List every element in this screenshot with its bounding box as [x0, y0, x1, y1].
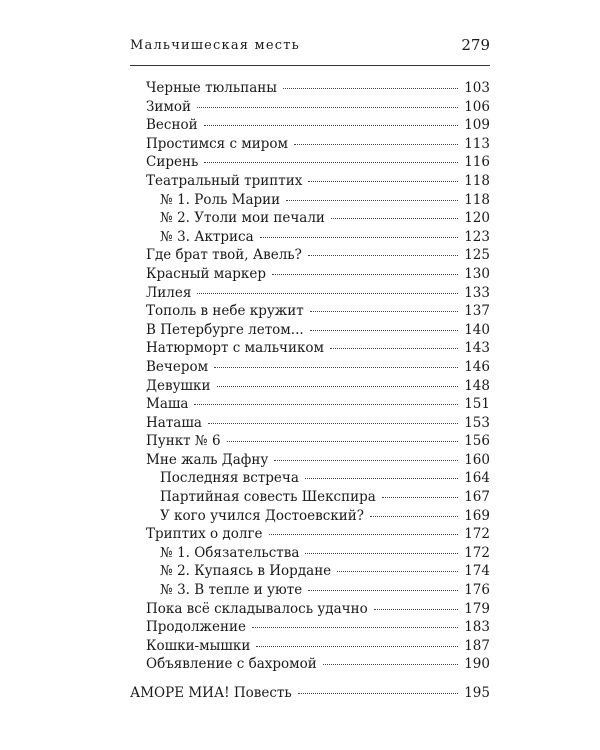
toc-entry [130, 582, 490, 601]
page-number: 279 [461, 36, 490, 54]
toc-leader-dots [227, 441, 459, 442]
toc-entry [130, 656, 490, 675]
toc-entry [130, 685, 490, 704]
toc-leader-dots [308, 255, 458, 256]
toc-entry-page: 123 [464, 228, 490, 245]
toc-leader-dots [286, 200, 458, 201]
toc-entry-page: 120 [464, 210, 490, 227]
toc-entry-page: 164 [464, 470, 490, 487]
toc-entry-title: Последняя встреча [160, 470, 299, 487]
toc-entry-title: Пункт № 6 [146, 433, 221, 450]
toc-leader-dots [217, 386, 459, 387]
toc-entry-page: 118 [464, 172, 490, 189]
toc-leader-dots [323, 664, 458, 665]
toc-entry-title: Наташа [146, 414, 202, 431]
toc-entry-page: 109 [464, 117, 490, 134]
toc-leader-dots [331, 218, 458, 219]
toc-entry-title: АМОРЕ МИА! Повесть [130, 685, 292, 701]
toc-entry-page: 103 [464, 80, 490, 96]
toc-leader-dots [252, 627, 458, 628]
toc-entry [130, 378, 490, 397]
toc-entry-page: 183 [464, 619, 490, 636]
toc-entry-page: 174 [464, 563, 490, 580]
toc-leader-dots [374, 609, 459, 610]
toc-entry-title: Зимой [146, 98, 192, 115]
toc-entry-page: 187 [464, 637, 490, 654]
toc-entry-title: Триптих о долге [146, 526, 263, 543]
toc-entry [130, 563, 490, 582]
toc-entry [130, 154, 490, 173]
toc-leader-dots [305, 478, 458, 479]
toc-entry-title: Сирень [146, 154, 199, 171]
toc-entry-page: 146 [464, 358, 490, 375]
toc-entry [130, 117, 490, 136]
toc-leader-dots [197, 293, 458, 294]
toc-entry-title: Мне жаль Дафну [146, 451, 269, 468]
toc-leader-dots [260, 237, 459, 238]
toc-entry [130, 508, 490, 527]
toc-leader-dots [197, 107, 458, 108]
toc-leader-dots [310, 311, 459, 312]
toc-leader-dots [208, 423, 458, 424]
toc-entry-page: 113 [464, 135, 490, 152]
toc-leader-dots [194, 404, 458, 405]
toc-leader-dots [298, 693, 458, 694]
toc-leader-dots [382, 497, 458, 498]
toc-leader-dots [204, 125, 459, 126]
toc-entry-title: Вечером [146, 358, 209, 375]
toc-entry-page: 172 [464, 526, 490, 543]
toc-entry [130, 340, 490, 359]
toc-entry [130, 415, 490, 434]
toc-entry [130, 619, 490, 638]
toc-leader-dots [294, 144, 458, 145]
toc-entry-title: № 3. Актриса [160, 228, 254, 245]
toc-leader-dots [256, 646, 458, 647]
toc-entry [130, 489, 490, 508]
toc-entry [130, 470, 490, 489]
toc-entry-title: Где брат твой, Авель? [146, 247, 302, 264]
toc-entry-title: Партийная совесть Шекспира [160, 489, 376, 506]
toc-leader-dots [269, 534, 459, 535]
toc-entry-page: 125 [464, 247, 490, 264]
toc-gap [130, 675, 490, 685]
toc-entry [130, 229, 490, 248]
toc-leader-dots [337, 571, 458, 572]
toc-entry [130, 322, 490, 341]
toc-entry-page: 137 [464, 303, 490, 320]
toc-entry-title: Простимся с миром [146, 135, 289, 152]
table-of-contents [130, 80, 490, 704]
toc-entry-title: В Петербурге летом... [146, 321, 304, 338]
toc-entry [130, 80, 490, 99]
toc-entry-page: 167 [464, 489, 490, 506]
toc-entry-title: № 2. Утоли мои печали [160, 210, 325, 227]
toc-entry-title: Весной [146, 117, 198, 134]
toc-entry-page: 153 [464, 414, 490, 431]
toc-entry-page: 169 [464, 507, 490, 524]
toc-entry [130, 638, 490, 657]
toc-entry-page: 151 [464, 396, 490, 413]
toc-entry-title: № 1. Обязательства [160, 544, 300, 561]
toc-entry-page: 106 [464, 98, 490, 115]
toc-entry-title: Черные тюльпаны [146, 80, 278, 96]
page-header [130, 38, 490, 60]
toc-leader-dots [308, 181, 458, 182]
toc-entry-page: 116 [464, 154, 490, 171]
toc-entry-page: 179 [464, 600, 490, 617]
toc-leader-dots [308, 590, 458, 591]
toc-leader-dots [272, 274, 458, 275]
toc-entry-page: 148 [464, 377, 490, 394]
toc-entry-page: 140 [464, 321, 490, 338]
toc-entry-title: Красный маркер [146, 265, 266, 282]
toc-entry-page: 195 [464, 685, 490, 701]
toc-entry [130, 285, 490, 304]
toc-entry [130, 452, 490, 471]
toc-entry-title: Объявление с бахромой [146, 656, 317, 673]
toc-entry [130, 210, 490, 229]
toc-entry-title: № 3. В тепле и уюте [160, 582, 303, 599]
toc-entry-title: Театральный триптих [146, 172, 303, 189]
toc-entry [130, 359, 490, 378]
toc-leader-dots [214, 367, 458, 368]
toc-leader-dots [330, 348, 458, 349]
toc-leader-dots [204, 162, 458, 163]
toc-leader-dots [370, 516, 458, 517]
toc-leader-dots [274, 460, 458, 461]
toc-entry-title: Девушки [146, 377, 211, 394]
toc-entry-page: 190 [464, 656, 490, 673]
toc-leader-dots [283, 88, 458, 89]
toc-entry-title: Натюрморт с мальчиком [146, 340, 325, 357]
toc-entry-title: Продолжение [146, 619, 246, 636]
toc-entry [130, 545, 490, 564]
toc-entry [130, 173, 490, 192]
toc-entry-page: 156 [464, 433, 490, 450]
toc-entry-title: Кошки-мышки [146, 637, 251, 654]
toc-entry-page: 118 [464, 191, 490, 208]
toc-entry [130, 266, 490, 285]
toc-entry-title: Маша [146, 396, 189, 413]
toc-entry [130, 433, 490, 452]
toc-entry-title: Пока всё складывалось удачно [146, 600, 368, 617]
toc-leader-dots [305, 553, 458, 554]
toc-entry [130, 526, 490, 545]
toc-entry-title: У кого учился Достоевский? [160, 507, 364, 524]
toc-entry [130, 396, 490, 415]
toc-entry [130, 192, 490, 211]
toc-entry-title: Тополь в небе кружит [146, 303, 304, 320]
toc-entry-title: № 1. Роль Марии [160, 191, 281, 208]
toc-entry [130, 303, 490, 322]
toc-entry [130, 99, 490, 118]
toc-entry-page: 143 [464, 340, 490, 357]
header-rule [130, 65, 490, 66]
toc-entry-page: 133 [464, 284, 490, 301]
toc-entry-page: 160 [464, 451, 490, 468]
toc-entry-page: 130 [464, 265, 490, 282]
toc-entry [130, 601, 490, 620]
toc-entry-page: 172 [464, 544, 490, 561]
running-title: Мальчишеская месть [130, 38, 300, 53]
toc-leader-dots [310, 330, 459, 331]
toc-entry [130, 247, 490, 266]
toc-entry-title: Лилея [146, 284, 192, 301]
toc-entry-title: № 2. Купаясь в Иордане [160, 563, 332, 580]
toc-entry [130, 136, 490, 155]
toc-entry-page: 176 [464, 582, 490, 599]
